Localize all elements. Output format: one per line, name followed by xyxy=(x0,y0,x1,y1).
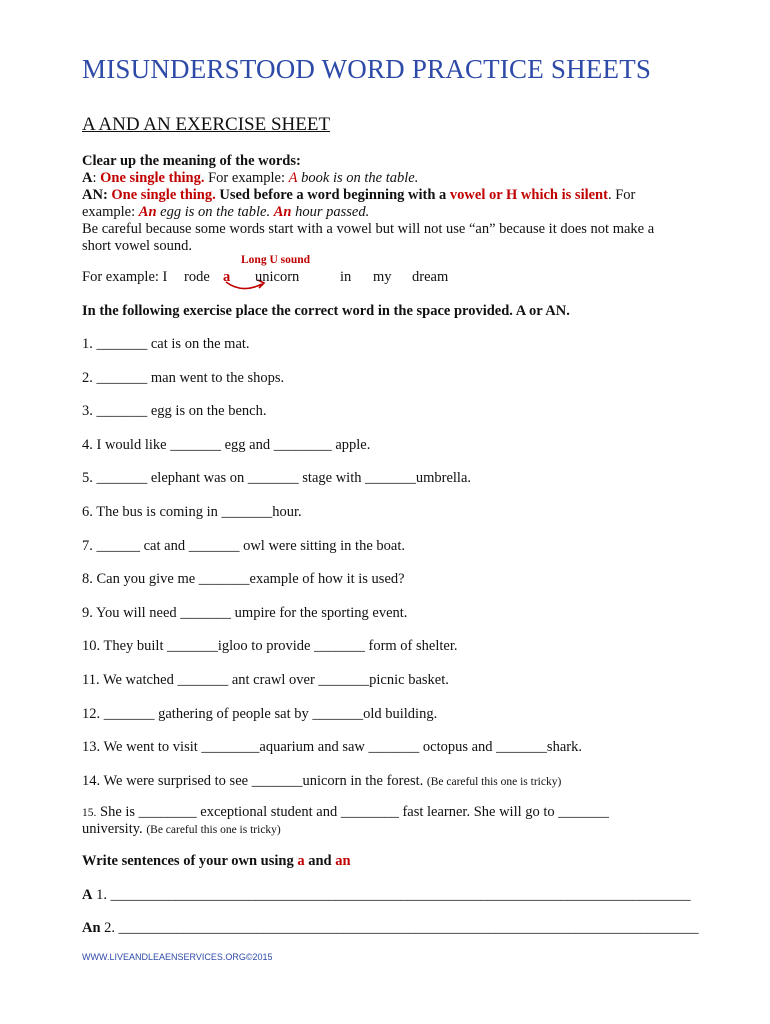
write-line-a-text: 1. ________________________________________________________________________________ xyxy=(96,887,691,903)
an-example-mid: egg is on the table. xyxy=(160,204,271,220)
question-7: 7. ______ cat and _______ owl were sitting in the boat. xyxy=(82,538,405,554)
a-example-prefix: For example: xyxy=(208,170,286,186)
question-15-line-2 xyxy=(82,821,281,838)
page-title: MISUNDERSTOOD WORD PRACTICE SHEETS xyxy=(82,54,652,84)
example-word-rode: rode xyxy=(184,269,210,285)
write-prefix: Write sentences of your own using xyxy=(82,853,294,869)
question-15-note: (Be careful this one is tricky) xyxy=(146,824,281,836)
question-12: 12. _______ gathering of people sat by _______old building. xyxy=(82,706,438,722)
example-word-my: my xyxy=(373,269,392,285)
sheet-subtitle: A AND AN EXERCISE SHEET xyxy=(82,114,331,135)
an-rule: Used before a word beginning with a xyxy=(219,187,447,203)
example-prefix: For example: I xyxy=(82,269,168,285)
write-line-a xyxy=(82,887,691,904)
question-14 xyxy=(82,773,561,790)
write-sentences-heading xyxy=(82,853,351,870)
exercise-instruction: In the following exercise place the correct word in the space provided. A or AN. xyxy=(82,303,570,319)
write-and: and xyxy=(308,853,332,869)
an-rule-red: vowel or H which is silent xyxy=(449,187,608,203)
example-word-a: a xyxy=(223,269,231,285)
question-9: 9. You will need _______ umpire for the sporting event. xyxy=(82,605,408,621)
question-2: 2. _______ man went to the shops. xyxy=(82,370,285,386)
careful-line-2: short vowel sound. xyxy=(82,238,192,254)
write-line-an-text: 2. ________________________________________________________________________________ xyxy=(104,920,699,936)
an-label: AN: xyxy=(82,187,108,203)
write-an: an xyxy=(335,853,351,869)
question-3: 3. _______ egg is on the bench. xyxy=(82,403,267,419)
question-15-text: She is ________ exceptional student and ________ fast learner. She will go to _______ xyxy=(100,804,610,820)
an-example-word2: An xyxy=(273,204,292,220)
question-10: 10. They built _______igloo to provide _______ form of shelter. xyxy=(82,638,458,654)
a-example-word: A xyxy=(288,170,298,186)
example-word-dream: dream xyxy=(412,269,449,285)
question-8: 8. Can you give me _______example of how it is used? xyxy=(82,571,405,587)
question-4: 4. I would like _______ egg and ________ apple. xyxy=(82,437,371,453)
question-11: 11. We watched _______ ant crawl over _______picnic basket. xyxy=(82,672,449,688)
write-line-an xyxy=(82,920,699,937)
write-line-a-label: A xyxy=(82,887,93,903)
careful-line-1: Be careful because some words start with a vowel but will not use “an” because it does not make a xyxy=(82,221,655,237)
question-5: 5. _______ elephant was on _______ stage with _______umbrella. xyxy=(82,470,472,486)
question-15-line-1 xyxy=(82,804,609,821)
question-14-note: (Be careful this one is tricky) xyxy=(426,776,562,788)
definition-an xyxy=(82,187,635,204)
an-example-word1: An xyxy=(138,204,157,220)
an-example xyxy=(82,204,369,221)
question-1: 1. _______ cat is on the mat. xyxy=(82,336,250,352)
footer-url: WWW.LIVEANDLEAENSERVICES.ORG©2015 xyxy=(82,952,273,962)
a-label: A xyxy=(82,170,93,186)
an-rule-end: . For xyxy=(607,187,636,203)
write-line-an-label: An xyxy=(82,920,101,936)
example-word-in: in xyxy=(340,269,352,285)
a-definition: One single thing. xyxy=(100,170,205,186)
intro-heading: Clear up the meaning of the words: xyxy=(82,153,301,169)
long-u-label: Long U sound xyxy=(241,254,311,266)
question-13: 13. We went to visit ________aquarium and saw _______ octopus and _______shark. xyxy=(82,739,582,755)
definition-a: A: One single thing. For example: A book is on the table. xyxy=(82,170,419,186)
question-6: 6. The bus is coming in _______hour. xyxy=(82,504,302,520)
question-14-text: 14. We were surprised to see _______unicorn in the forest. xyxy=(82,773,424,789)
an-definition: One single thing. xyxy=(111,187,216,203)
an-example-prefix: example: xyxy=(82,204,136,220)
question-15-word: university. xyxy=(82,821,143,837)
write-a: a xyxy=(297,853,305,869)
a-example-rest: book is on the table. xyxy=(301,170,419,186)
example-word-unicorn: unicorn xyxy=(255,269,300,285)
question-15-number: 15. xyxy=(82,807,97,819)
an-example-end: hour passed. xyxy=(295,204,370,220)
